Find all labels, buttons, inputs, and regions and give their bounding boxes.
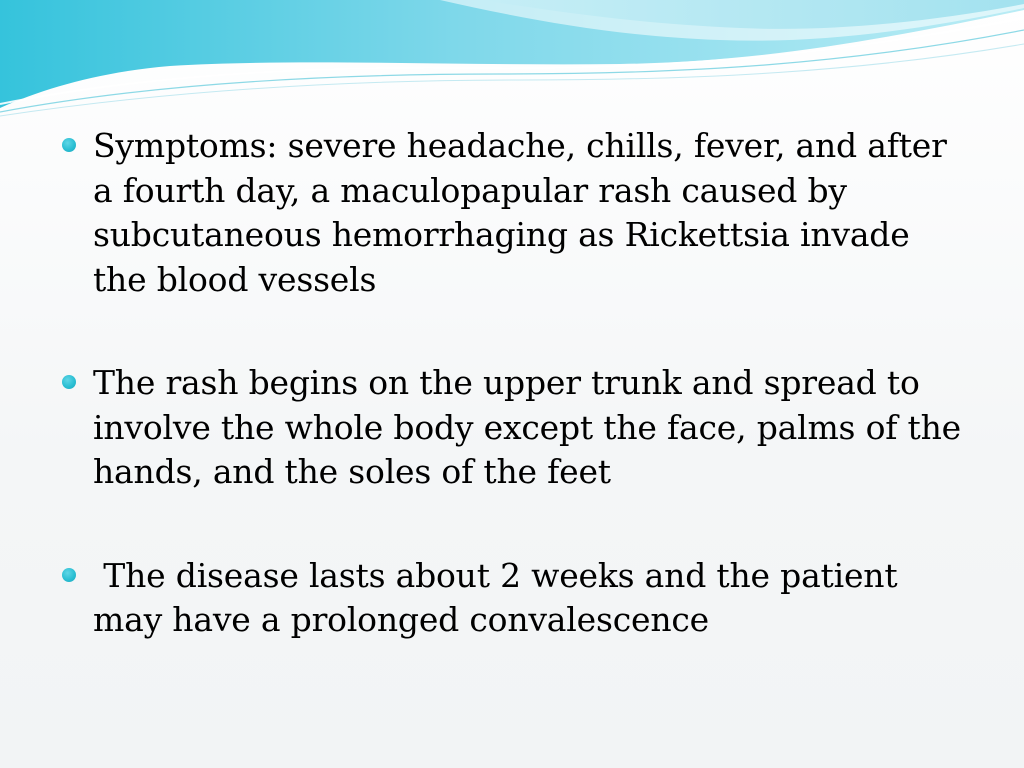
bullet-item-duration (62, 554, 962, 643)
bullet-dot-icon (62, 375, 76, 389)
bullet-item-symptoms (62, 124, 962, 302)
bullet-text: The rash begins on the upper trunk and spread to involve the whole body except the face, palms of the hands, and the soles of the feet (93, 363, 972, 491)
bullet-dot-icon (62, 138, 76, 152)
wave-header-decoration (0, 0, 1024, 120)
bullet-dot-icon (62, 568, 76, 582)
bullet-list (62, 124, 972, 643)
bullet-text: The disease lasts about 2 weeks and the patient may have a prolonged convalescence (93, 555, 908, 639)
bullet-item-rash (62, 361, 972, 495)
bullet-text: Symptoms: severe headache, chills, fever, and after a fourth day, a maculopapular rash caused by subcutaneous hemorrhaging as Rickettsia invade the blood vessels (93, 126, 958, 299)
